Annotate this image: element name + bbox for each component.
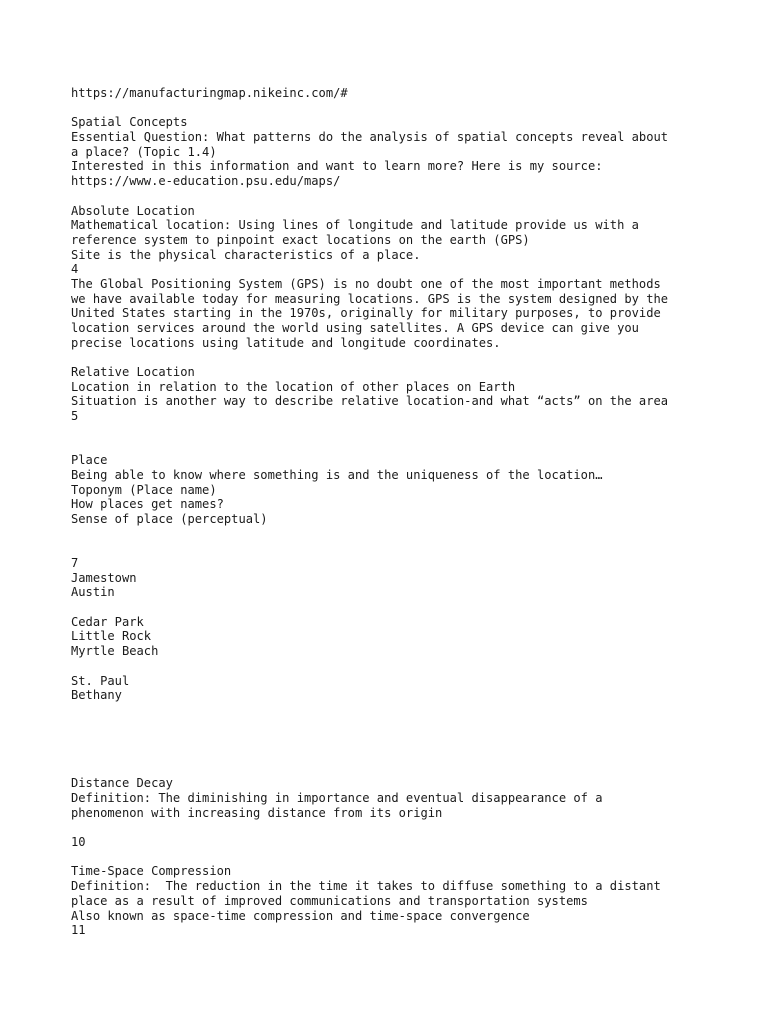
text-line: 5 [71,409,79,424]
text-line: The Global Positioning System (GPS) is no doubt one of the most important methods [71,276,661,291]
text-line: How places get names? [71,497,224,512]
text-line: Cedar Park [71,614,144,629]
text-line: precise locations using latitude and longitude coordinates. [71,335,501,350]
text-line: Toponym (Place name) [71,482,217,497]
text-line: phenomenon with increasing distance from its origin [71,805,443,820]
text-line [71,762,711,777]
text-line: St. Paul [71,673,130,688]
text-line: location services around the world using satellites. A GPS device can give you [71,321,639,335]
text-line: Situation is another way to describe relative location-and what “acts” on the area [71,394,669,409]
document-body [71,86,711,938]
text-line: Jamestown [71,570,137,585]
text-line: 7 [71,556,79,570]
text-line: place as a result of improved communications and transportation systems [71,893,588,908]
text-line [71,541,711,556]
text-line: Austin [71,585,115,600]
text-line: Place [71,453,108,468]
text-line [71,439,711,454]
text-line [71,703,711,718]
text-line: Mathematical location: Using lines of longitude and latitude provide us with a [71,218,639,233]
text-line: Absolute Location [71,203,195,218]
text-line: Bethany [71,688,122,703]
text-line: Sense of place (perceptual) [71,511,268,526]
text-line [71,424,711,439]
text-line: 10 [71,835,86,850]
text-line [71,850,711,865]
text-line: 4 [71,262,79,277]
text-line: Location in relation to the location of other places on Earth [71,379,516,394]
text-line [71,189,711,204]
text-line: https://manufacturingmap.nikeinc.com/# [71,86,348,100]
text-line: Site is the physical characteristics of a place. [71,247,421,262]
text-line: Distance Decay [71,776,173,791]
text-line [71,659,711,674]
text-line [71,600,711,615]
text-line: Time-Space Compression [71,864,232,879]
text-line: Interested in this information and want to learn more? Here is my source: [71,159,603,174]
text-line [71,732,711,747]
text-line: Little Rock [71,629,152,644]
text-line: Definition: The diminishing in importance and eventual disappearance of a [71,791,603,805]
text-line: Spatial Concepts [71,115,188,130]
text-line: 11 [71,923,86,938]
text-line [71,350,711,365]
text-line [71,527,711,542]
text-line: https://www.e-education.psu.edu/maps/ [71,174,341,189]
text-line: Myrtle Beach [71,644,159,659]
text-line: Being able to know where something is and the uniqueness of the location… [71,467,603,482]
text-line [71,718,711,733]
text-line: Essential Question: What patterns do the analysis of spatial concepts reveal about [71,130,669,145]
text-line: United States starting in the 1970s, originally for military purposes, to provide [71,306,661,321]
text-line: Relative Location [71,365,195,380]
text-line [71,820,711,835]
text-line: reference system to pinpoint exact locations on the earth (GPS) [71,232,530,247]
text-line: a place? (Topic 1.4) [71,144,217,159]
text-line [71,101,711,116]
text-line: Definition: The reduction in the time it takes to diffuse something to a distant [71,879,661,894]
text-line: we have available today for measuring locations. GPS is the system designed by the [71,291,669,306]
text-line: Also known as space-time compression and time-space convergence [71,908,530,923]
text-line [71,747,711,762]
